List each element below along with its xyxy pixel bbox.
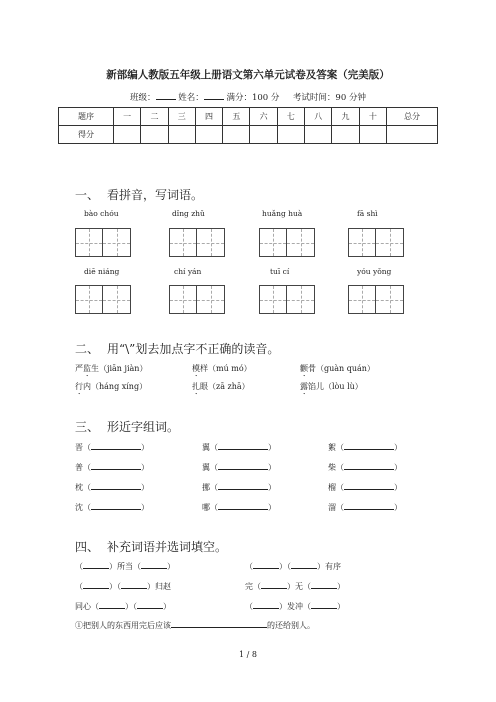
section-number: 一、 [75, 188, 100, 202]
pinyin: dǐng zhǔ [172, 209, 205, 218]
score-cell[interactable] [250, 126, 277, 144]
score-table-cell: 题序 [59, 108, 114, 126]
score-cell[interactable] [168, 126, 195, 144]
answer-blank[interactable] [218, 461, 268, 470]
answer-blank[interactable] [91, 461, 141, 470]
word-item: 哪（ ） [202, 503, 276, 512]
answer-blank[interactable] [311, 580, 337, 589]
section-number: 二、 [75, 342, 100, 356]
score-cell[interactable] [114, 126, 141, 144]
score-table-score-row [59, 126, 438, 144]
pinyin: huǎng huà [262, 209, 303, 218]
word-item: 翼（ ） [202, 463, 276, 472]
pinyin: fā shì [357, 209, 378, 218]
word-item: 晋（ ） [75, 443, 149, 452]
idiom-item: 完（ ）无（ ） [245, 582, 345, 591]
fill-sentence: ①把别人的东西用完后应该 的还给别人。 [75, 621, 315, 630]
score-cell[interactable] [195, 126, 222, 144]
score-cell[interactable] [305, 126, 332, 144]
score-cell[interactable] [359, 126, 386, 144]
score-cell[interactable] [332, 126, 359, 144]
writing-grid[interactable] [75, 285, 131, 314]
writing-grid[interactable] [75, 228, 131, 257]
idiom-item: （ ）（ ）有序 [245, 562, 341, 571]
pinyin: diē niáng [84, 267, 120, 276]
word-item: 枕（ ） [75, 483, 149, 492]
word-item: 沈（ ） [75, 503, 149, 512]
section-number: 三、 [75, 420, 100, 434]
word-item: 榴（ ） [328, 483, 402, 492]
score-cell[interactable] [277, 126, 304, 144]
score-table-cell: 四 [195, 108, 222, 126]
answer-blank[interactable] [121, 580, 147, 589]
name-blank [204, 92, 224, 100]
score-label: 满分：100 分 [226, 93, 280, 103]
section-title: 看拼音，写词语。 [107, 188, 204, 202]
answer-blank[interactable] [344, 441, 394, 450]
reading-item: 行内（háng xíng） [75, 382, 148, 391]
writing-grid[interactable] [169, 285, 225, 314]
pinyin: chí yán [174, 267, 202, 276]
reading-item: 模样（mú mó） [192, 364, 252, 373]
class-blank [156, 92, 176, 100]
writing-grid[interactable] [348, 228, 404, 257]
score-table-cell: 七 [277, 108, 304, 126]
score-table-cell: 六 [250, 108, 277, 126]
word-item: 溜（ ） [328, 503, 402, 512]
word-item: 挪（ ） [202, 483, 276, 492]
writing-grid[interactable] [348, 285, 404, 314]
writing-grid[interactable] [169, 228, 225, 257]
idiom-item: 同心（ ）（ ） [75, 602, 171, 611]
reading-item: 颧骨（guàn quán） [300, 364, 375, 373]
section-2-heading [75, 340, 279, 357]
word-item: 翼（ ） [202, 443, 276, 452]
time-label: 考试时间：90 分钟 [292, 93, 366, 103]
score-table-header-row [59, 108, 438, 126]
answer-blank[interactable] [91, 441, 141, 450]
score-table-cell: 一 [114, 108, 141, 126]
score-table-cell: 九 [332, 108, 359, 126]
section-title: 形近字组词。 [107, 420, 180, 434]
reading-item: 扎眼（zā zhā） [192, 382, 250, 391]
doc-title: 新部编人教版五年级上册语文第六单元试卷及答案（完美版） [106, 69, 390, 81]
answer-blank[interactable] [218, 501, 268, 510]
answer-blank[interactable] [218, 481, 268, 490]
score-table-cell: 十 [359, 108, 386, 126]
answer-blank[interactable] [99, 600, 125, 609]
answer-blank[interactable] [344, 481, 394, 490]
idiom-item: （ ）所当（ ） [75, 562, 175, 571]
answer-blank[interactable] [218, 441, 268, 450]
word-item: 柴（ ） [328, 463, 402, 472]
score-cell[interactable] [387, 126, 438, 144]
answer-blank[interactable] [83, 560, 109, 569]
answer-blank[interactable] [344, 461, 394, 470]
reading-item: 露馅儿（lòu lù） [300, 382, 363, 391]
answer-blank[interactable] [83, 580, 109, 589]
section-3-heading [75, 418, 179, 435]
pinyin: tuī cí [270, 267, 290, 276]
section-title: 补充词语并选词填空。 [107, 540, 228, 554]
score-table-cell: 八 [305, 108, 332, 126]
exam-info [0, 91, 496, 103]
answer-blank[interactable] [253, 600, 279, 609]
section-title: 用“\”划去加点字不正确的读音。 [107, 342, 280, 356]
idiom-item: （ ）（ ）归赵 [75, 582, 171, 591]
pinyin: bào chóu [84, 209, 119, 218]
answer-blank[interactable] [261, 580, 287, 589]
section-1-heading [75, 186, 203, 203]
answer-blank[interactable] [91, 501, 141, 510]
score-row-label: 得分 [59, 126, 114, 144]
idiom-item: （ ）发冲（ ） [245, 602, 345, 611]
answer-blank[interactable] [311, 600, 337, 609]
score-cell[interactable] [141, 126, 168, 144]
reading-item: 严监生（jiān jiàn） [75, 364, 148, 373]
answer-blank[interactable] [344, 501, 394, 510]
word-item: 絮（ ） [328, 443, 402, 452]
answer-blank[interactable] [137, 600, 163, 609]
section-number: 四、 [75, 540, 100, 554]
score-cell[interactable] [223, 126, 250, 144]
answer-blank[interactable] [253, 560, 279, 569]
answer-blank[interactable] [291, 560, 317, 569]
name-label: 姓名： [178, 93, 204, 103]
answer-blank[interactable] [171, 619, 267, 628]
section-4-heading [75, 538, 227, 555]
score-table-cell: 五 [223, 108, 250, 126]
pinyin: yóu yǒng [357, 267, 392, 276]
class-label: 班级： [130, 93, 156, 103]
score-table-cell: 三 [168, 108, 195, 126]
page-number: 1 / 8 [239, 650, 257, 659]
writing-grid[interactable] [259, 228, 315, 257]
word-item: 普（ ） [75, 463, 149, 472]
score-table-cell: 二 [141, 108, 168, 126]
score-table [58, 107, 438, 144]
writing-grid[interactable] [259, 285, 315, 314]
score-table-cell: 总分 [387, 108, 438, 126]
answer-blank[interactable] [91, 481, 141, 490]
answer-blank[interactable] [141, 560, 167, 569]
